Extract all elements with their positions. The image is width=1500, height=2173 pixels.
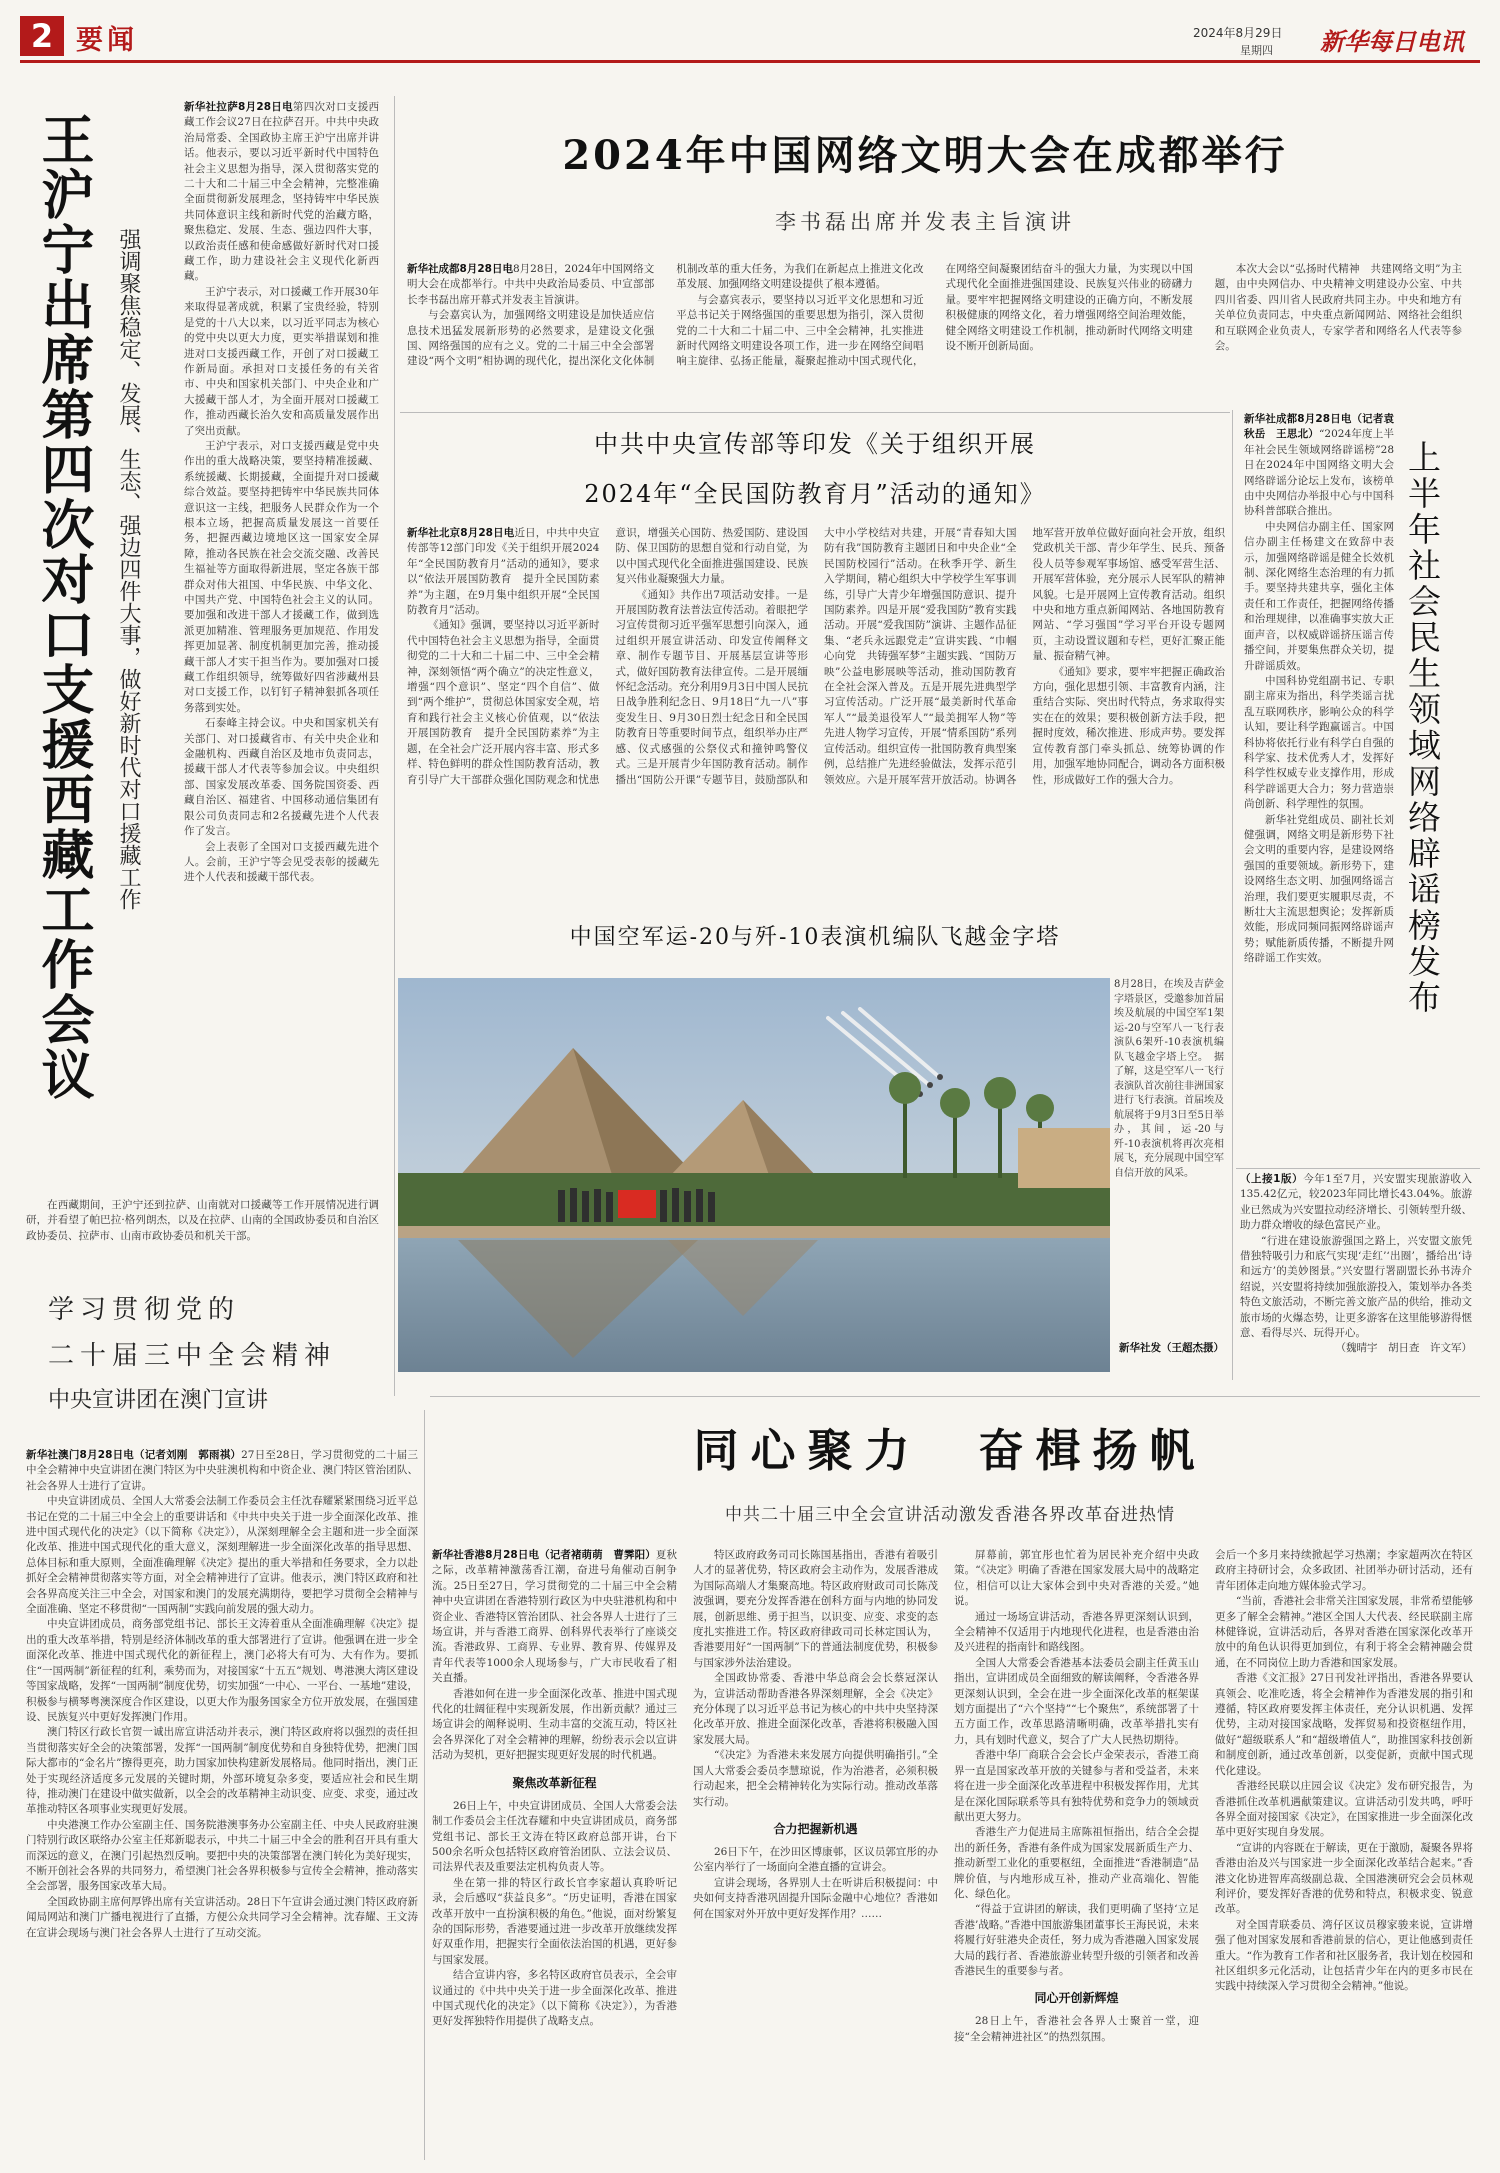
column-rule-3: [1232, 410, 1233, 1380]
chengdu-subhead: 李书磊出席并发表主旨演讲: [775, 210, 1075, 234]
tourism-continued-tag: （上接1版）: [1240, 1173, 1304, 1185]
lead-body-tail: 在西藏期间，王沪宁还到拉萨、山南就对口援藏等工作开展情况进行调研，并看望了帕巴拉·格列朗杰，以及在拉萨、山南的全国政协委员和自治区政协委员、拉萨市、山南市政协委员和机关干部。: [26, 1199, 379, 1242]
newspaper-brand: 新华每日电讯: [1320, 27, 1464, 56]
hongkong-subhead: 中共二十届三中全会宣讲活动激发香港各界改革奋进热情: [725, 1505, 1175, 1525]
chengdu-body: 新华社成都8月28日电8月28日，2024年中国网络文明大会在成都举行。中共中央政治局委员、中宣部部长李书磊出席开幕式并发表主旨演讲。 与会嘉宾认为，加强网络文明建设是加快适应信息技术迅猛发展新形势的必然要求，是建设文化强国、网络强国的应有之义。党的二十届三中全会部署建设“两个文明”相协调的现代化，提出深化文化体制机制改革的重大任务，为我们在新起点上推进文化改革发展、加强网络文明建设提供了根本遵循。 与会嘉宾表示，要坚持以习近平文化思想和习近平总书记关于网络强国的重要思想为指引，深入贯彻党的二十大和二十届二中、三中全会精神，扎实推进新时代网络文明建设各项工作，进一步在网络空间唱响主旋律、弘扬正能量，凝聚起推动中国式现代化，在网络空间凝聚团结奋斗的强大力量，为实现以中国式现代化全面推进强国建设、民族复兴伟业的磅礴力量。要牢牢把握网络文明建设的正确方向，不断发展积极健康的网络文化，着力增强网络空间治理效能，健全网络文明建设工作机制，推动新时代网络文明建设不断开创新局面。 本次大会以“弘扬时代精神 共建网络文明”为主题，由中央网信办、中央精神文明建设办公室、中共四川省委、四川省人民政府共同主办。中央和地方有关单位负责同志，中央重点新闻网站、网络社会组织和互联网企业负责人，专家学者和网络名人代表等参会。: [407, 263, 1462, 368]
section-rule-1: [400, 412, 1230, 413]
macao-title-line3: 中央宣讲团在澳门宣讲: [48, 1388, 269, 1413]
macao-title: [30, 1285, 380, 1435]
macao-title-line2: 二十届三中全会精神: [48, 1341, 337, 1371]
issue-date: 2024年8月29日: [1193, 26, 1283, 40]
rumor-dateline: 新华社成都8月28日电（记者袁秋岳 王思北）: [1244, 413, 1394, 441]
masthead-rule: [20, 60, 1480, 63]
lead-dateline: 新华社拉萨8月28日电: [184, 101, 293, 113]
masthead: [0, 0, 1500, 62]
lead-deck: 强调聚焦稳定、发展、生态、强边四件大事，做好新时代对口援藏工作: [116, 228, 141, 910]
hongkong-headline: 同心聚力 奋楫扬帆: [693, 1424, 1207, 1477]
pyramid-photo: [398, 978, 1110, 1372]
chengdu-dateline: 新华社成都8月28日电: [407, 263, 513, 275]
macao-dateline: 新华社澳门8月28日电（记者刘刚 郭雨祺）: [26, 1449, 242, 1461]
rumor-headline: 上半年社会民生领域网络辟谣榜发布: [1403, 440, 1442, 1016]
chengdu-headline: 2024年中国网络文明大会在成都举行: [562, 132, 1288, 179]
hongkong-col2: 特区政府政务司司长陈国基指出，香港有着吸引人才的显著优势，特区政府会主动作为，发展香港成为国际高端人才集聚高地。特区政府财政司司长陈茂波强调，要充分发挥香港在创科方面与内地的协同发展，创新思维、勇于担当，以识变、应变、求变的态度扎实推进工作。特区政府律政司司长林定国认为，香港要用好“一国两制”下的普通法制度优势，积极参与国家涉外法治建设。 全国政协常委、香港中华总商会会长蔡冠深认为，宣讲活动帮助香港各界深刻理解，全会《决定》充分体现了以习近平总书记为核心的中共中央坚持深化改革开放、推进全面深化改革，香港将积极融入国家发展大局。 “《决定》为香港未来发展方向提供明确指引。”全国人大常委会委员李慧琼说，作为治港者，必须积极行动起来，把全会精神转化为实际行动。推动改革落实行动。 合力把握新机遇 26日下午，在沙田区博康邨，区议员郭宜彤的办公室内举行了一场面向全港直播的宣讲会。 宣讲会现场，各界别人士在听讲后积极提问：中央如何支持香港巩固提升国际金融中心地位？香港如何在国家对外开放中更好发挥作用？……: [693, 1549, 938, 1920]
pyramid-photo-illustration: [398, 978, 1110, 1372]
column-rule-1: [394, 96, 395, 1396]
macao-body: 新华社澳门8月28日电（记者刘刚 郭雨祺）27日至28日，学习贯彻党的二十届三中全会精神中央宣讲团在澳门特区为中央驻澳机构和中资企业、澳门特区管治团队、社会各界人士进行了宣讲。 中央宣讲团成员、全国人大常委会法制工作委员会主任沈春耀紧紧围绕习近平总书记在党的二十届三中全会上的重要讲话和《中共中央关于进一步全面深化改革、推进中国式现代化的决定》（以下简称《决定》），从深刻理解全会主题和进一步全面深化改革、推进中国式现代化的重大意义，深刻理解进一步全面深化改革的指导思想、总体目标和重大原则，全面准确理解《决定》提出的重大举措和任务要求，全力以赴抓好全会精神贯彻落实等方面，对全会精神进行了宣讲。他表示，澳门特区政府和社会各界高度关注三中全会，对国家和澳门的发展充满期待，要把学习贯彻全会精神与全面准确、坚定不移贯彻“一国两制”实践向前发展的强大动力。 中央宣讲团成员，商务部党组书记、部长王文涛着重从全面准确理解《决定》提出的重大改革举措，特别是经济体制改革的重大部署进行了宣讲。他强调在进一步全面深化改革、推进中国式现代化的新征程上，澳门必将大有可为、大有作为。要抓住“一国两制”新征程的红利，乘势而为，对接国家“十五五”规划、粤港澳大湾区建设等国家战略，发挥“一国两制”制度优势，切实加强“一中心、一平台、一基地”建设，积极参与横琴粤澳深度合作区建设，以更大作为服务国家全方位开放发展，在强国建设、民族复兴中更好发挥澳门作用。 澳门特区行政长官贺一诚出席宣讲活动并表示，澳门特区政府将以强烈的责任担当贯彻落实好全会的决策部署，发挥“一国两制”制度优势和自身独特优势，把澳门国际大都市的“金名片”擦得更亮，助力国家加快构建新发展格局。他同时指出，澳门正处于实现经济适度多元发展的关键时期，外部环境复杂多变，要适应社会和民生期待，推动澳门在建设中做实做新，以全会的改革精神主动识变、应变、求变，通过改革推动特区各项事业实现更好发展。 中央港澳工作办公室副主任、国务院港澳事务办公室副主任、中央人民政府驻澳门特别行政区联络办公室主任郑新聪表示，中共二十届三中全会的胜利召开具有重大而深远的意义，在澳门引起热烈反响。要把中央的决策部署在澳门转化为美好现实，不断开创社会各界的共同努力，希望澳门社会各界积极参与宣传全会精神，推动落实全会部署，服务国家改革大局。 全国政协副主席何厚铧出席有关宣讲活动。28日下午宣讲会通过澳门特区政府新闻局网站和澳门广播电视进行了直播，方便公众共同学习全会精神。沈春耀、王文涛在宣讲会现场与澳门社会各界人士进行了互动交流。: [26, 1449, 418, 1939]
hongkong-col1: 新华社香港8月28日电（记者褚萌萌 曹霁阳）夏秋之际，改革精神激荡香江潮，奋进号角催动百舸争流。25日至27日，学习贯彻党的二十届三中全会精神中央宣讲团在香港特别行政区为中央驻港机构和中资企业、香港特区管治团队、社会各界人士进行了三场宣讲，并与香港工商界、创科界代表举行了座谈交流。香港政界、工商界、专业界、教育界、传媒界及青年代表等1000余人现场参与，广大市民收看了相关直播。 香港如何在进一步全面深化改革、推进中国式现代化的壮阔征程中实现新发展，作出新贡献？通过三场宣讲会的阐释说明、生动丰富的交流互动，特区社会各界深化了对全会精神的理解，纷纷表示会以宣讲活动为契机，更好把握实现更好发展的时代机遇。 聚焦改革新征程 26日上午，中央宣讲团成员、全国人大常委会法制工作委员会主任沈春耀和中央宣讲团成员，商务部党组书记、部长王文涛在特区政府总部开讲，台下500余名听众包括特区政府管治团队、立法会议员、司法界代表及重要法定机构负责人等。 坐在第一排的特区行政长官李家超认真聆听记录，会后感叹“获益良多”。“历史证明，香港在国家改革开放中一直扮演积极的角色。”他说，面对纷繁复杂的国际形势，香港要通过进一步改革开放继续发挥好双重作用，把握实行全面依法治国的机遇，更好参与国家发展。 结合宣讲内容，多名特区政府官员表示，全会审议通过的《中共中央关于进一步全面深化改革、推进中国式现代化的决定》（以下简称《决定》），为香港更好发挥独特作用提供了战略支点。: [432, 1549, 678, 2028]
tourism-byline: （魏晴宇 胡日查 许文军）: [1335, 1342, 1472, 1355]
macao-title-line1: 学习贯彻党的: [48, 1295, 241, 1325]
defense-body: 新华社北京8月28日电近日，中共中央宣传部等12部门印发《关于组织开展2024年“全民国防教育月”活动的通知》，要求以“依法开展国防教育 提升全民国防素养”为主题，在9月集中组织开展“全民国防教育月”活动。 《通知》强调，要坚持以习近平新时代中国特色社会主义思想为指导，全面贯彻党的二十大和二十届二中、三中全会精神，深刻领悟“两个确立”的决定性意义，增强“四个意识”、坚定“四个自信”、做到“两个维护”，贯彻总体国家安全观，培育和践行社会主义核心价值观，以“依法开展国防教育 提升全民国防素养”为主题，在全社会广泛开展内容丰富、形式多样、特色鲜明的群众性国防教育活动，教育引导广大干部群众强化国防观念和忧患意识，增强关心国防、热爱国防、建设国防、保卫国防的思想自觉和行动自觉，为以中国式现代化全面推进强国建设、民族复兴伟业凝聚强大力量。 《通知》共作出7项活动安排。一是开展国防教育法普法宣传活动。着眼把学习宣传贯彻习近平强军思想引向深入，通过组织开展宣讲活动、印发宣传阐释文章、制作专题节目、开展基层宣讲等形式，做好国防教育法律宣传。二是开展缅怀纪念活动。充分利用9月3日中国人民抗日战争胜利纪念日、9月18日“九一八”事变发生日、9月30日烈士纪念日和全民国防教育日等重要时间节点，组织举办庄严感、仪式感强的公祭仪式和撞钟鸣警仪式。三是开展青少年国防教育活动。制作播出“国防公开课”专题节目，鼓励部队和大中小学校结对共建，开展“青春知大国 防有我”国防教育主题团日和中央企业“全民国防校园行”活动。在秋季开学、新生入学期间，精心组织大中学校学生军事训练，引导广大青少年增强国防意识、提升国防素养。四是开展“爱我国防”教育实践活动。开展“爱我国防”演讲、主题作品征集、“老兵永远跟党走”宣讲实践、“巾帼心向党 共铸强军梦”主题实践、“国防万映”公益电影展映等活动，推动国防教育在全社会深入普及。五是开展先进典型学习宣传活动。广泛开展“最美新时代革命军人”“最美退役军人”“最美拥军人物”等先进人物学习宣传，开展“情系国防”系列宣传活动。组织宣传一批国防教育典型案例，总结推广先进经验做法，发挥示范引领效应。六是开展军营开放活动。协调各地军营开放单位做好面向社会开放，组织党政机关干部、青少年学生、民兵、预备役人员等参观军事场馆、感受军营生活、开展军营体验，充分展示人民军队的精神风貌。七是开展网上宣传教育活动。组织中央和地方重点新闻网站、各地国防教育网站、“学习强国”学习平台开设专题网页，主动设置议题和专栏，更好汇聚正能量、振奋精气神。 《通知》要求，要牢牢把握正确政治方向，强化思想引领、丰富教育内涵，注重结合实际、突出时代特点，务求取得实实在在的效果；要积极创新方法手段，把握时度效，稀次推进、形成声势。要发挥宣传教育部门牵头抓总、统筹协调的作用，加强军地协同配合，调动各方面积极性，形成做好工作的强大合力。: [407, 527, 1225, 786]
hongkong-section-3: 同心开创新辉煌: [1034, 1991, 1119, 2006]
defense-headline-line1: 中共中央宣传部等印发《关于组织开展: [594, 430, 1036, 458]
lead-body: 新华社拉萨8月28日电第四次对口支援西藏工作会议27日在拉萨召开。中共中央政治局常委、全国政协主席王沪宁出席并讲话。他表示，要以习近平新时代中国特色社会主义思想为指导，深入贯彻落实党的二十大和二十届三中全会精神，完整准确全面贯彻新发展理念，坚持铸牢中华民族共同体意识主线和新时代党的治藏方略，聚焦稳定、发展、生态、强边四件大事，以政治责任感和使命感做好新时代对口援藏工作，助力建设社会主义现代化新西藏。 王沪宁表示，对口援藏工作开展30年来取得显著成就，积累了宝贵经验，特别是党的十八大以来，以习近平同志为核心的党中央以更大力度，更实举措谋划和推进对口支援西藏工作，开创了对口援藏工作新局面。承担对口支援任务的有关省市、中央和国家机关部门、中央企业和广大援藏干部人才，为全面开展对口援藏工作，推动西藏长治久安和高质量发展作出了突出贡献。 王沪宁表示，对口支援西藏是党中央作出的重大战略决策，要坚持精准援藏、系统援藏、长期援藏，全面提升对口援藏综合效益。要坚持把铸牢中华民族共同体意识这一主线，把服务人民群众作为一个根本立场，把握高质量发展这一首要任务，把握西藏边境地区这一国家安全屏障，推动各民族在社会交流交融、改善民生福祉等方面取得新进展，坚定各族干部群众对伟大祖国、中华民族、中华文化、中国共产党、中国特色社会主义的认同。要加强和改进干部人才援藏工作，做到选派更加精准、管理服务更加规范、作用发挥更加显著、制度机制更加完善，推动援藏干部人才实干担当作为。要加强对口援藏工作组织领导，统筹做好四省涉藏州县对口支援工作，以钉钉子精神狠抓各项任务落到实处。 石泰峰主持会议。中央和国家机关有关部门、对口援藏省市、有关中央企业和金融机构、西藏自治区及地市负责同志，援藏干部人才代表等参加会议。中央组织部、国家发展改革委、国务院国资委、西藏自治区、福建省、中国移动通信集团有限公司负责同志和2名援藏先进个人代表作了发言。 会上表彰了全国对口支援西藏先进个人。会前，王沪宁等会见受表彰的援藏先进个人代表和援藏干部代表。: [184, 101, 379, 884]
defense-headline-line2: 2024年“全民国防教育月”活动的通知》: [584, 480, 1046, 508]
section-rule-2: [430, 1396, 1480, 1397]
rumor-body: 新华社成都8月28日电（记者袁秋岳 王思北）“2024年度上半年社会民生领域网络辟谣榜”28日在2024年中国网络文明大会网络辟谣分论坛上发布，该榜单由中央网信办举报中心与中国科协科普部联合推出。 中央网信办副主任、国家网信办副主任杨建文在致辞中表示，加强网络辟谣是健全长效机制、深化网络生态治理的有力抓手。要坚持共建共享，强化主体责任和工作责任，把握网络传播和治理规律，以准确事实放大正面声音，以权威辟谣挤压谣言传播空间，并要集焦群众关切，提升辟谣质效。 中国科协党组副书记、专职副主席束为指出，科学类谣言扰乱互联网秩序，影响公众的科学认知，要让科学跑赢谣言。中国科协将依托行业有科学白自强的科学家、技术优秀人才，发挥好科学性权威专业支撑作用，形成科学辟谣更大合力；努力营造崇尚创新、科学理性的氛围。 新华社党组成员、副社长刘健强调，网络文明是新形势下社会文明的重要内容，是建设网络强国的重要领域。新形势下，建设网络生态文明、加强网络谣言治理，我们要更实履职尽责，不断壮大主流思想舆论；发挥新质效能，形成同频同振网络辟谣声势；赋能新质传播，不断提升网络辟谣工作实效。: [1244, 413, 1394, 965]
hongkong-dateline: 新华社香港8月28日电（记者褚萌萌 曹霁阳）: [432, 1549, 656, 1561]
hongkong-col4: 会后一个多月来持续掀起学习热潮；李家超两次在特区政府主持研讨会，众多政团、社团举办研讨活动，还有青年团体走向地方媒体验式学习。 “当前，香港社会非常关注国家发展，非常希望能够更多了解全会精神。”港区全国人大代表、经民联副主席林健锋说，宣讲活动后，各界对香港在国家深化改革开放中的角色认识得更加到位，有利于将全会精神融会贯通，在不同岗位上助力香港和国家发展。 香港《文汇报》27日刊发社评指出，香港各界要认真领会、吃准吃透，将全会精神作为香港发展的指引和遵循，特区政府要发挥主体责任，充分认识机遇、发挥优势，主动对接国家战略，发挥贸易和投资枢纽作用，做好“超级联系人”和“超级增值人”，助推国家科技创新和制度创新，通过改革创新，以变促新，贡献中国式现代化建设。 香港经民联以庄园会议《决定》发布研究报告，为香港抓住改革机遇献策建议。宣讲活动引发共鸣，呼吁各界全面对接国家《决定》，在国家推进一步全面深化改革中更好实现自身发展。 “宣讲的内容既在于解读，更在于激励，凝聚各界将香港由治及兴与国家进一步全面深化改革结合起来。”香港文化协进智库高级副总裁、全国港澳研究会会员林观利评价，要发挥好香港的优势和特点，积极求变、锐意改革。 对全国青联委员、湾仔区议员穆家骏来说，宣讲增强了他对国家发展和香港前景的信心，更让他感到责任重大。“作为教育工作者和社区服务者，我计划在校园和社区组织多元化活动，让包括青少年在内的更多市民在实践中持续深入学习贯彻全会精神。”他说。: [1215, 1549, 1473, 1993]
defense-dateline: 新华社北京8月28日电: [407, 527, 515, 539]
photo-credit: 新华社发（王超杰摄）: [1119, 1342, 1224, 1354]
hongkong-section-2: 合力把握新机遇: [773, 1821, 858, 1836]
lead-headline: 王沪宁出席第四次对口支援西藏工作会议: [33, 112, 95, 1102]
issue-weekday: 星期四: [1240, 44, 1273, 57]
column-rule-2: [424, 1410, 425, 2160]
hongkong-section-1: 聚焦改革新征程: [512, 1775, 597, 1790]
photo-headline: 中国空军运-20与歼-10表演机编队飞越金字塔: [569, 925, 1061, 950]
photo-caption: 8月28日，在埃及吉萨金字塔景区，受邀参加首届埃及航展的中国空军1架运-20与空军八一飞行表演队6架歼-10表演机编队飞越金字塔上空。 据了解，这是空军八一飞行表演队首次前往非洲国家进行飞行表演。首届埃及航展将于9月3日至5日举办，其间，运-20与歼-10表演机将再次亮相展飞，充分展现中国空军自信开放的风采。: [1114, 979, 1224, 1179]
rumor-rule: [1236, 1168, 1480, 1169]
tourism-brief: （上接1版）今年1至7月，兴安盟实现旅游收入135.42亿元，较2023年同比增长43.04%。旅游业已然成为兴安盟拉动经济增长、引领转型升级、助力群众增收的绿色富民产业。 “行进在建设旅游强国之路上，兴安盟文旅凭借独特吸引力和底气实现‘走红’‘出圈’，播给出‘诗和远方’的美妙图景。”兴安盟行署副盟长孙书涛介绍说，兴安盟将持续加强旅游投入，策划举办各类特色文旅活动，不断完善文旅产品的供给，推动文旅市场的火爆态势，让更多游客在这里能够游得惬意、看得尽兴、玩得开心。 （魏晴宇 胡日查 许文军）: [1240, 1172, 1472, 1414]
page-number: 2: [20, 16, 64, 56]
hongkong-col3: 屏幕前，郭宜彤也忙着为居民补充介绍中央政策。“《决定》明确了香港在国家发展大局中的战略定位，相信可以让大家体会到中央对香港的关爱。”她说。 通过一场场宣讲活动，香港各界更深刻认识到，全会精神不仅适用于内地现代化进程，也是香港由治及兴进程的指南针和路线图。 全国人大常委会香港基本法委员会副主任黄玉山指出，宣讲团成员全面细致的解读阐释，令香港各界更深刻认识到，全会在进一步全面深化改革的框架谋划方面提出了“六个坚持”“七个聚焦”，系统部署了十五方面工作，改革思路清晰明确，改革举措扎实有力，具有划时代意义，契合了广大人民热切期待。 香港中华厂商联合会会长卢金荣表示，香港工商界一直是国家改革开放的关键参与者和受益者，未来将在进一步全面深化改革进程中积极发挥作用，尤其是在深化国际联系等具有独特优势和竞争力的领域贡献出更大努力。 香港生产力促进局主席陈祖恒指出，结合全会提出的新任务，香港有条件成为国家发展新质生产力、推动新型工业化的重要枢纽，全面推进“香港制造”品牌价值，与内地形成互补，推动产业高端化、智能化、绿色化。 “得益于宣讲团的解读，我们更明确了坚持‘立足香港’战略。”香港中国旅游集团董事长王海民说，未来将履行好驻港央企责任，努力成为香港融入国家发展大局的践行者、香港旅游业转型升级的引领者和改善香港民生的重要参与者。 同心开创新辉煌 28日上午，香港社会各界人士聚首一堂，迎接“全会精神进社区”的热烈氛围。: [954, 1549, 1199, 2043]
section-name: 要闻: [76, 25, 138, 56]
